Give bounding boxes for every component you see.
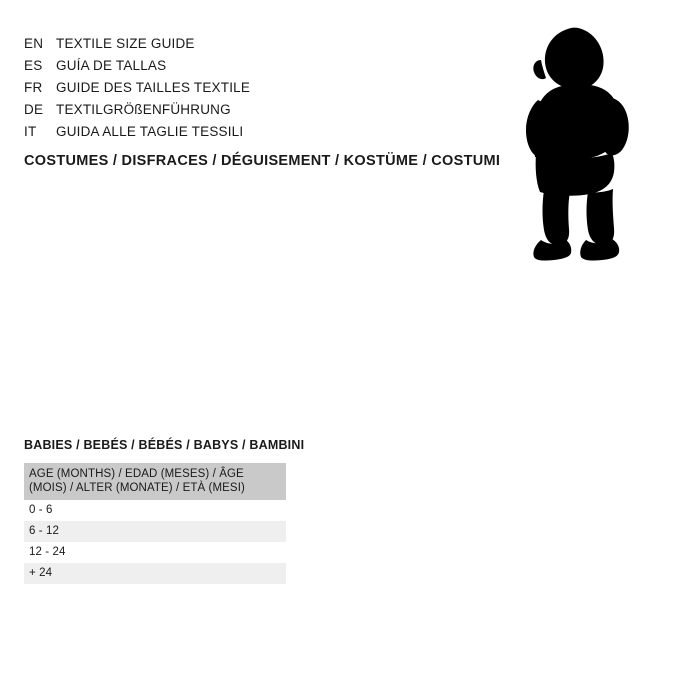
category-heading: COSTUMES / DISFRACES / DÉGUISEMENT / KOSTÜME / COSTUMI [24,153,501,169]
cell-age-range: + 24 [24,563,286,584]
size-table [24,463,286,584]
table-header-row [24,463,286,500]
toddler-silhouette-icon [500,26,660,262]
language-label: TEXTILGRÖßENFÜHRUNG [56,102,231,117]
language-label: TEXTILE SIZE GUIDE [56,36,195,51]
table-row [24,542,286,563]
column-header-age: AGE (MONTHS) / EDAD (MESES) / ÂGE (MOIS) / ALTER (MONATE) / ETÀ (MESI) [24,463,286,500]
cell-age-range: 6 - 12 [24,521,286,542]
language-code: IT [24,124,37,139]
language-row [24,33,444,55]
language-row [24,55,444,77]
language-code: ES [24,58,43,73]
language-label: GUIDE DES TAILLES TEXTILE [56,80,251,95]
table-row [24,521,286,542]
table-title: BABIES / BEBÉS / BÉBÉS / BABYS / BAMBINI [24,438,305,452]
language-label: GUÍA DE TALLAS [56,58,167,73]
language-list [24,33,444,143]
cell-age-range: 12 - 24 [24,542,286,563]
language-code: EN [24,36,44,51]
language-row [24,121,444,143]
language-row [24,99,444,121]
language-code: DE [24,102,44,117]
cell-age-range: 0 - 6 [24,500,286,521]
table-row [24,500,286,521]
table-row [24,563,286,584]
language-label: GUIDA ALLE TAGLIE TESSILI [56,124,244,139]
language-code: FR [24,80,43,95]
language-row [24,77,444,99]
